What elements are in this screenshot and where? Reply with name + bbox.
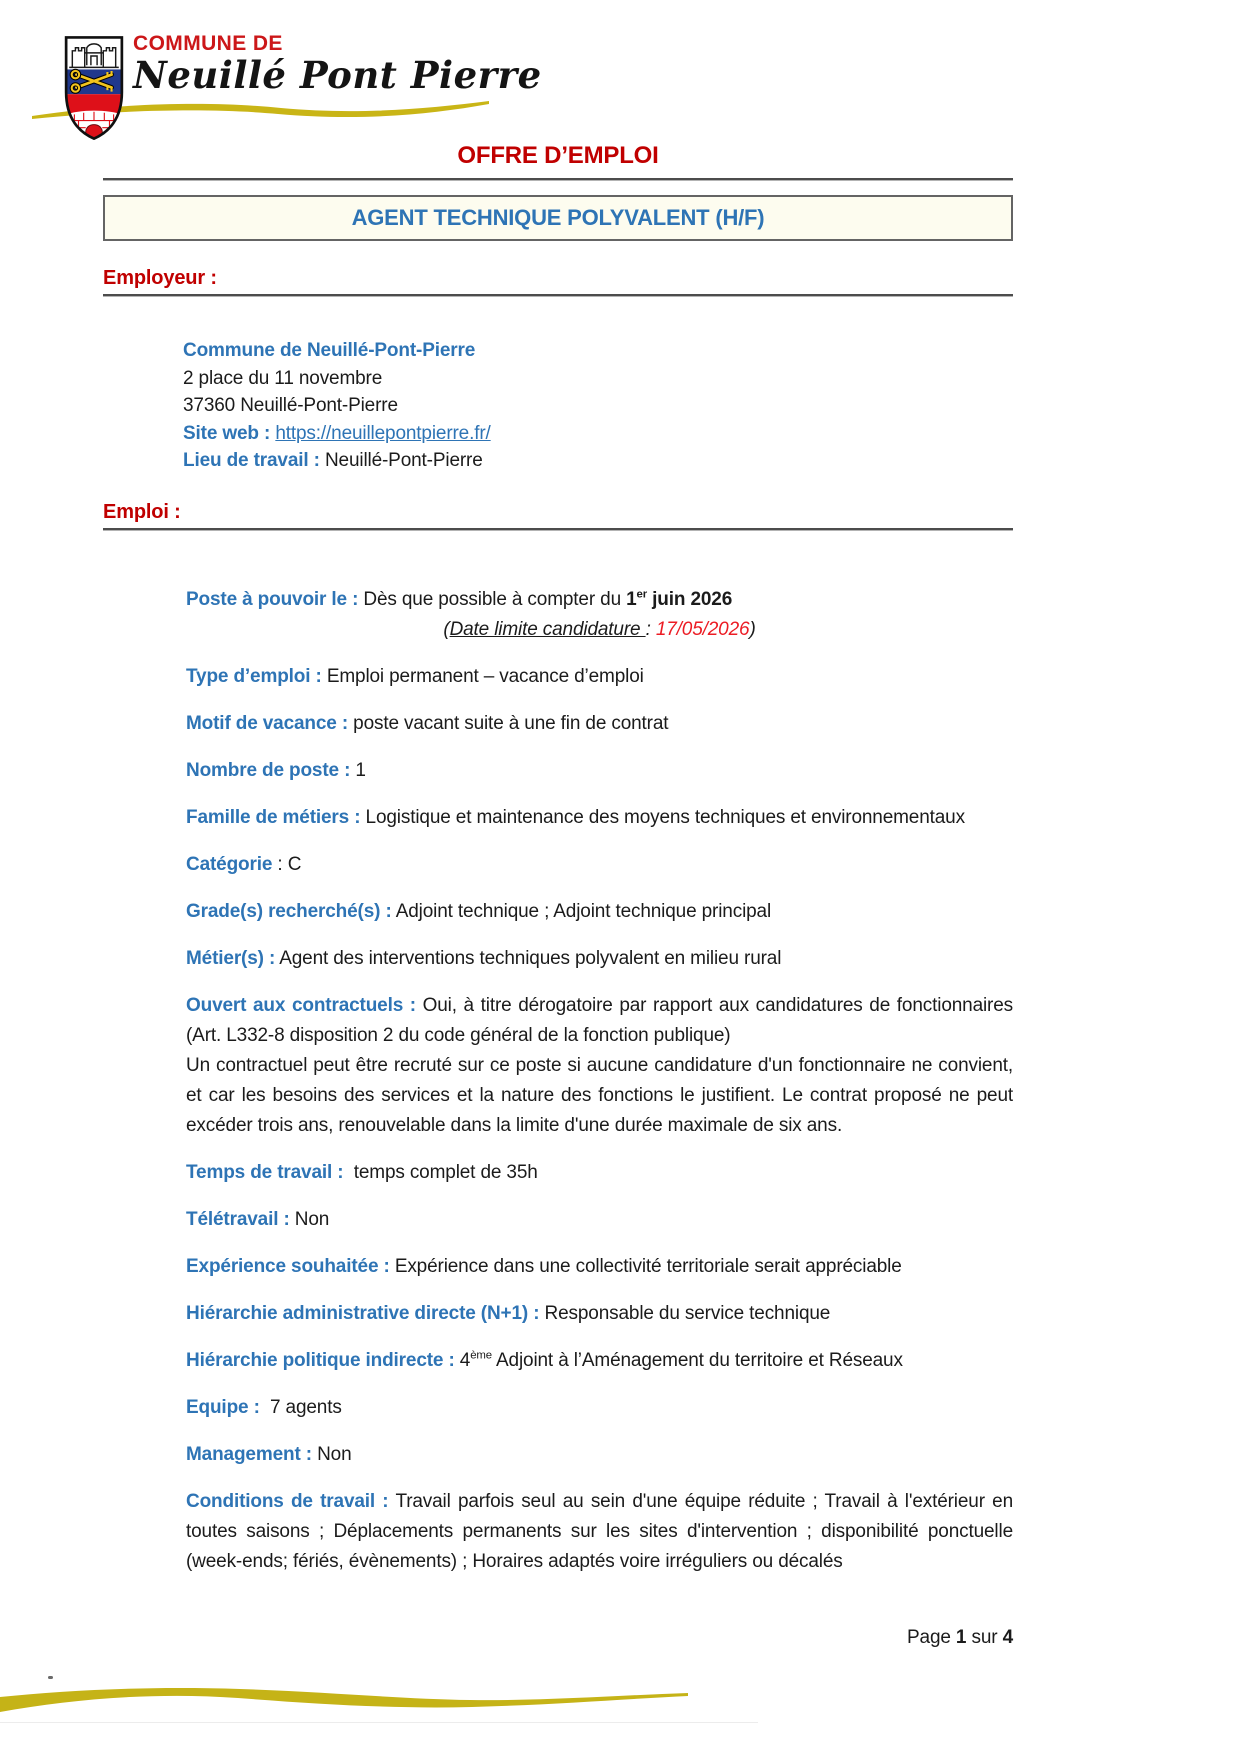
section-emploi-heading: Emploi : [103,500,181,523]
field-label: Type d’emploi : [186,665,322,687]
field-poste-a-pouvoir [186,585,1013,645]
field-label: Hiérarchie politique indirecte : [186,1349,455,1371]
field-label: Management : [186,1443,312,1465]
field-value: Dès que possible à compter du [363,588,627,610]
field-value: Adjoint à l’Aménagement du territoire et Réseaux [491,1349,903,1371]
field-value: temps complet de 35h [353,1161,538,1183]
employer-name: Commune de Neuillé-Pont-Pierre [183,340,476,361]
coat-of-arms-icon [62,34,126,142]
job-title-box [103,195,1013,241]
field-motif-vacance [186,709,1013,739]
field-value: Expérience dans une collectivité territoriale serait appréciable [394,1255,902,1277]
field-value: Non [317,1443,352,1465]
field-ouvert-contractuels [186,991,1013,1141]
field-value: 7 agents [270,1396,342,1418]
site-web-label: Site web : [183,422,271,444]
field-grades [186,897,1013,927]
section-employeur-heading: Employeur : [103,267,217,289]
field-hierarchie-politique [186,1346,1013,1376]
document-title: OFFRE D’EMPLOI [457,142,659,169]
field-label: Equipe : [186,1396,260,1418]
field-label: Télétravail : [186,1208,290,1230]
lieu-travail-value: Neuillé-Pont-Pierre [324,450,483,471]
job-title: AGENT TECHNIQUE POLYVALENT (H/F) [351,205,765,230]
field-value: Logistique et maintenance des moyens techniques et environnementaux [365,806,965,828]
field-value: Emploi permanent – vacance d’emploi [326,665,644,687]
field-value: Adjoint technique ; Adjoint technique principal [395,900,772,922]
employer-block [183,337,1013,475]
stray-dot [48,1676,53,1679]
page-bottom-line [0,1722,758,1723]
lieu-travail-label: Lieu de travail : [183,450,320,471]
field-label: Catégorie [186,853,273,875]
page-number [907,1627,1013,1649]
field-label: Métier(s) : [186,947,276,969]
divider-under-title [103,178,1013,181]
deadline-line [186,615,1013,645]
job-fields [186,585,1013,1577]
deadline-colon: : [645,618,656,640]
field-label: Temps de travail : [186,1161,344,1183]
field-type-emploi [186,662,1013,692]
footer-swoosh-icon [0,1682,700,1724]
employer-address-line2: 37360 Neuillé-Pont-Pierre [183,395,398,416]
field-categorie [186,850,1013,880]
logo-header [0,0,1241,142]
employer-website-row [183,420,1013,448]
deadline-paren-close: ) [749,618,756,640]
employer-workplace-row [183,447,1013,475]
field-value: Non [294,1208,330,1230]
field-label: Conditions de travail : [186,1490,389,1512]
employer-address-line1: 2 place du 11 novembre [183,367,383,389]
deadline-paren-open: ( [443,618,450,640]
logo-commune-de: COMMUNE DE [133,32,283,55]
field-value-number: 4 [459,1349,471,1371]
field-value: Travail parfois seul au sein d'une équipe réduite ; Travail à l'extérieur en toutes saisons ; Déplacements permanents sur les sites d'intervention ; disponibilité ponctuelle (week-ends; fériés, évènements) ; Horaires adaptés voire irréguliers ou décalés [186,1490,1013,1572]
divider-emploi [103,528,1013,531]
field-label: Ouvert aux contractuels : [186,994,416,1016]
deadline-date: 17/05/2026 [655,618,750,640]
field-temps-travail [186,1158,1013,1188]
page-sur-word: sur [971,1627,998,1648]
field-metiers [186,944,1013,974]
field-hierarchie-administrative [186,1299,1013,1329]
contractuels-note: Un contractuel peut être recruté sur ce poste si aucune candidature d'un fonctionnaire ne convient, et car les besoins des services et la nature des fonctions le justifient. Le contrat proposé ne peut excéder trois ans, renouvelable dans la limite d'une durée maximale de six ans. [186,1054,1013,1136]
start-date-rest: juin 2026 [647,588,733,610]
logo-commune-name: Neuillé Pont Pierre [133,53,542,97]
field-separator: : [272,853,288,875]
page-total: 4 [1002,1627,1013,1648]
deadline-label: Date limite candidature [449,618,646,640]
field-management [186,1440,1013,1470]
field-value: poste vacant suite à une fin de contrat [353,712,669,734]
field-equipe [186,1393,1013,1423]
field-famille-metiers [186,803,1013,833]
field-label: Nombre de poste : [186,759,351,781]
field-conditions-travail [186,1487,1013,1577]
field-label: Grade(s) recherché(s) : [186,900,392,922]
logo-text-block [133,32,542,97]
field-value: Agent des interventions techniques polyvalent en milieu rural [279,947,782,969]
field-value: C [287,853,302,875]
page-current: 1 [955,1627,967,1648]
field-value: 1 [355,759,366,781]
page-word: Page [907,1627,951,1648]
field-label: Hiérarchie administrative directe (N+1) : [186,1302,540,1324]
field-teletravail [186,1205,1013,1235]
start-date-superscript: er [636,588,648,601]
divider-employeur [103,294,1013,297]
start-date-day: 1 [626,588,637,610]
website-link[interactable]: https://neuillepontpierre.fr/ [275,422,491,444]
field-label: Poste à pouvoir le : [186,588,359,610]
field-label: Motif de vacance : [186,712,349,734]
field-nombre-poste [186,756,1013,786]
field-label: Famille de métiers : [186,806,361,828]
field-label: Expérience souhaitée : [186,1255,390,1277]
field-value: Responsable du service technique [544,1302,831,1324]
field-value: Oui, à titre dérogatoire par rapport aux candidatures de fonctionnaires (Art. L332-8 disposition 2 du code général de la fonction publique) [186,994,1013,1046]
field-experience [186,1252,1013,1282]
field-value-superscript: ème [470,1349,492,1362]
